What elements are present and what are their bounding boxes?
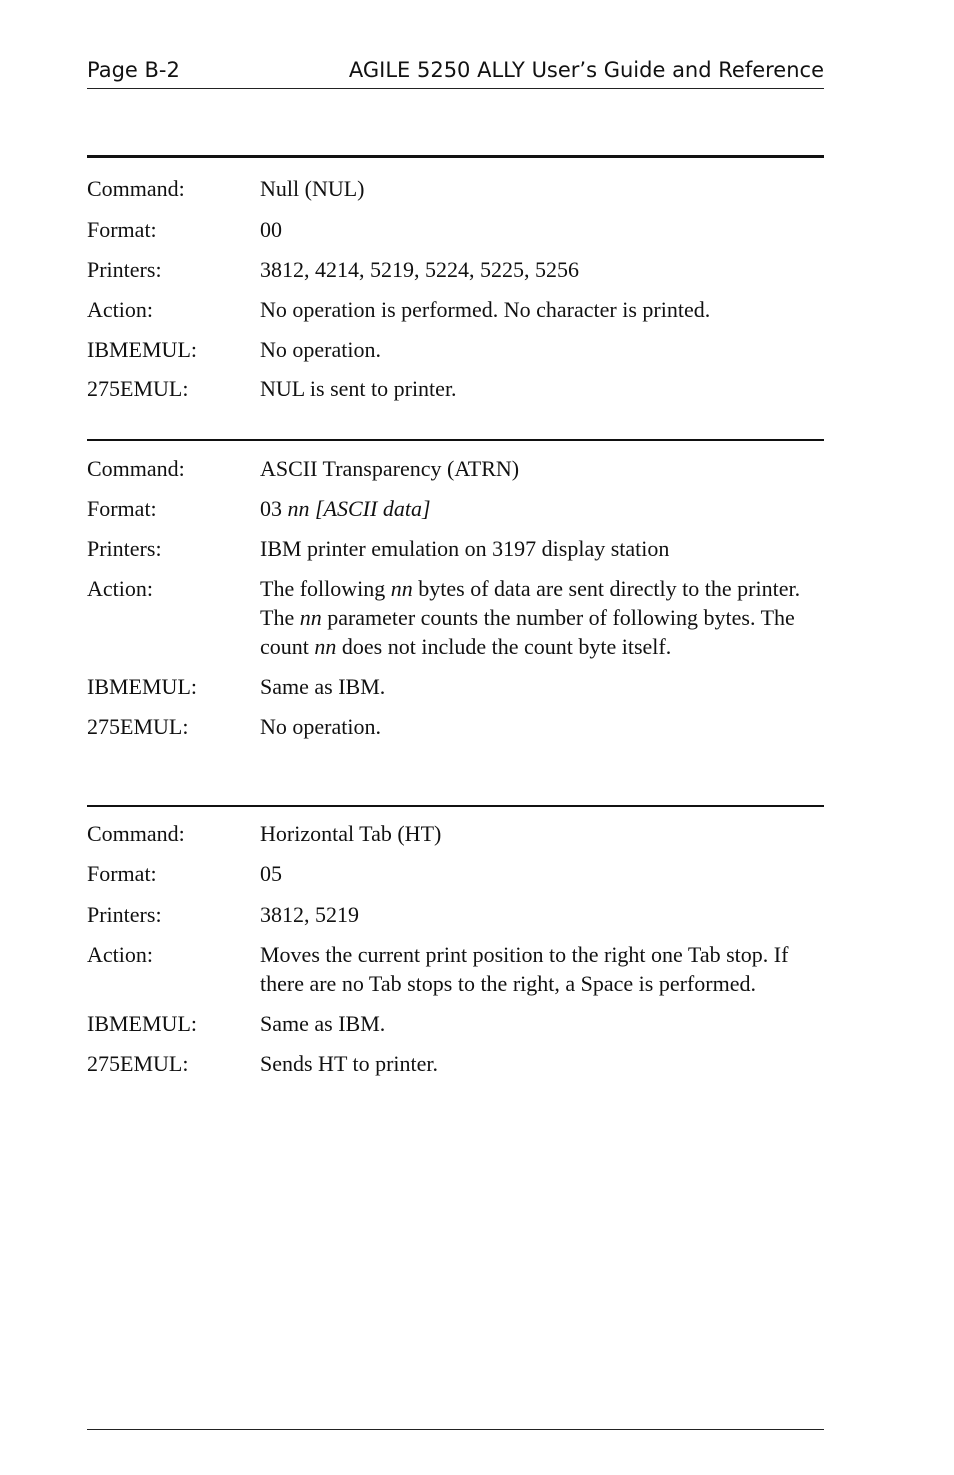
format-code: 03 bbox=[260, 496, 288, 521]
command-value: Null (NUL) bbox=[260, 176, 365, 201]
command-block-atrn bbox=[87, 439, 824, 741]
emul275-value: No operation. bbox=[260, 714, 381, 739]
format-value: 00 bbox=[260, 217, 282, 242]
printers-row bbox=[87, 255, 824, 284]
action-value: Moves the current print position to the right one Tab stop. If there are no Tab stops to the right, a Space is performed. bbox=[260, 942, 789, 996]
ibmemul-value: Same as IBM. bbox=[260, 1011, 386, 1036]
printers-label: Printers: bbox=[87, 902, 162, 927]
printers-value: 3812, 4214, 5219, 5224, 5225, 5256 bbox=[260, 257, 579, 282]
action-text-1: The following bbox=[260, 576, 391, 601]
format-row bbox=[87, 215, 824, 244]
action-nn-3: nn bbox=[314, 634, 337, 659]
command-value: ASCII Transparency (ATRN) bbox=[260, 456, 520, 481]
command-label: Command: bbox=[87, 456, 185, 481]
action-label: Action: bbox=[87, 576, 153, 601]
ibmemul-row bbox=[87, 672, 824, 701]
emul275-label: 275EMUL: bbox=[87, 714, 189, 739]
action-text-2: bytes of data are sent directly to the printer. The bbox=[260, 576, 801, 630]
action-nn-2: nn bbox=[299, 605, 322, 630]
command-value: Horizontal Tab (HT) bbox=[260, 821, 442, 846]
action-label: Action: bbox=[87, 297, 153, 322]
ibmemul-label: IBMEMUL: bbox=[87, 1011, 197, 1036]
action-nn-1: nn bbox=[390, 576, 413, 601]
action-text-4: does not include the count byte itself. bbox=[336, 634, 672, 659]
command-block-nul bbox=[87, 155, 824, 403]
action-row bbox=[87, 574, 824, 661]
book-title: AGILE 5250 ALLY User’s Guide and Reference bbox=[348, 58, 824, 82]
command-row bbox=[87, 454, 824, 483]
action-text-3: parameter counts the number of following bytes. The count bbox=[260, 605, 795, 659]
ibmemul-value: No operation. bbox=[260, 337, 381, 362]
action-value: No operation is performed. No character is printed. bbox=[260, 297, 711, 322]
command-label: Command: bbox=[87, 821, 185, 846]
command-label: Command: bbox=[87, 176, 185, 201]
ibmemul-row bbox=[87, 1009, 824, 1038]
format-value bbox=[260, 494, 824, 523]
format-label: Format: bbox=[87, 217, 157, 242]
printers-row bbox=[87, 534, 824, 563]
emul275-label: 275EMUL: bbox=[87, 376, 189, 401]
action-label: Action: bbox=[87, 942, 153, 967]
emul275-row bbox=[87, 1049, 824, 1078]
command-row bbox=[87, 819, 824, 848]
format-params: nn [ASCII data] bbox=[287, 496, 431, 521]
printers-row bbox=[87, 900, 824, 929]
command-row bbox=[87, 174, 824, 203]
emul275-value: Sends HT to printer. bbox=[260, 1051, 439, 1076]
ibmemul-label: IBMEMUL: bbox=[87, 674, 197, 699]
page-number: Page B-2 bbox=[87, 58, 180, 82]
format-label: Format: bbox=[87, 496, 157, 521]
page-footer-rule bbox=[87, 1429, 824, 1430]
emul275-value: NUL is sent to printer. bbox=[260, 376, 457, 401]
page-header bbox=[87, 56, 824, 89]
command-block-ht bbox=[87, 805, 824, 1078]
emul275-row bbox=[87, 374, 824, 403]
ibmemul-row bbox=[87, 335, 824, 364]
printers-label: Printers: bbox=[87, 536, 162, 561]
format-row bbox=[87, 859, 824, 888]
format-label: Format: bbox=[87, 861, 157, 886]
printers-value: IBM printer emulation on 3197 display station bbox=[260, 536, 670, 561]
action-row bbox=[87, 940, 824, 998]
ibmemul-value: Same as IBM. bbox=[260, 674, 386, 699]
emul275-row bbox=[87, 712, 824, 741]
printers-label: Printers: bbox=[87, 257, 162, 282]
emul275-label: 275EMUL: bbox=[87, 1051, 189, 1076]
action-row bbox=[87, 295, 824, 324]
ibmemul-label: IBMEMUL: bbox=[87, 337, 197, 362]
action-value bbox=[260, 574, 824, 661]
printers-value: 3812, 5219 bbox=[260, 902, 359, 927]
format-row bbox=[87, 494, 824, 523]
format-value: 05 bbox=[260, 861, 282, 886]
